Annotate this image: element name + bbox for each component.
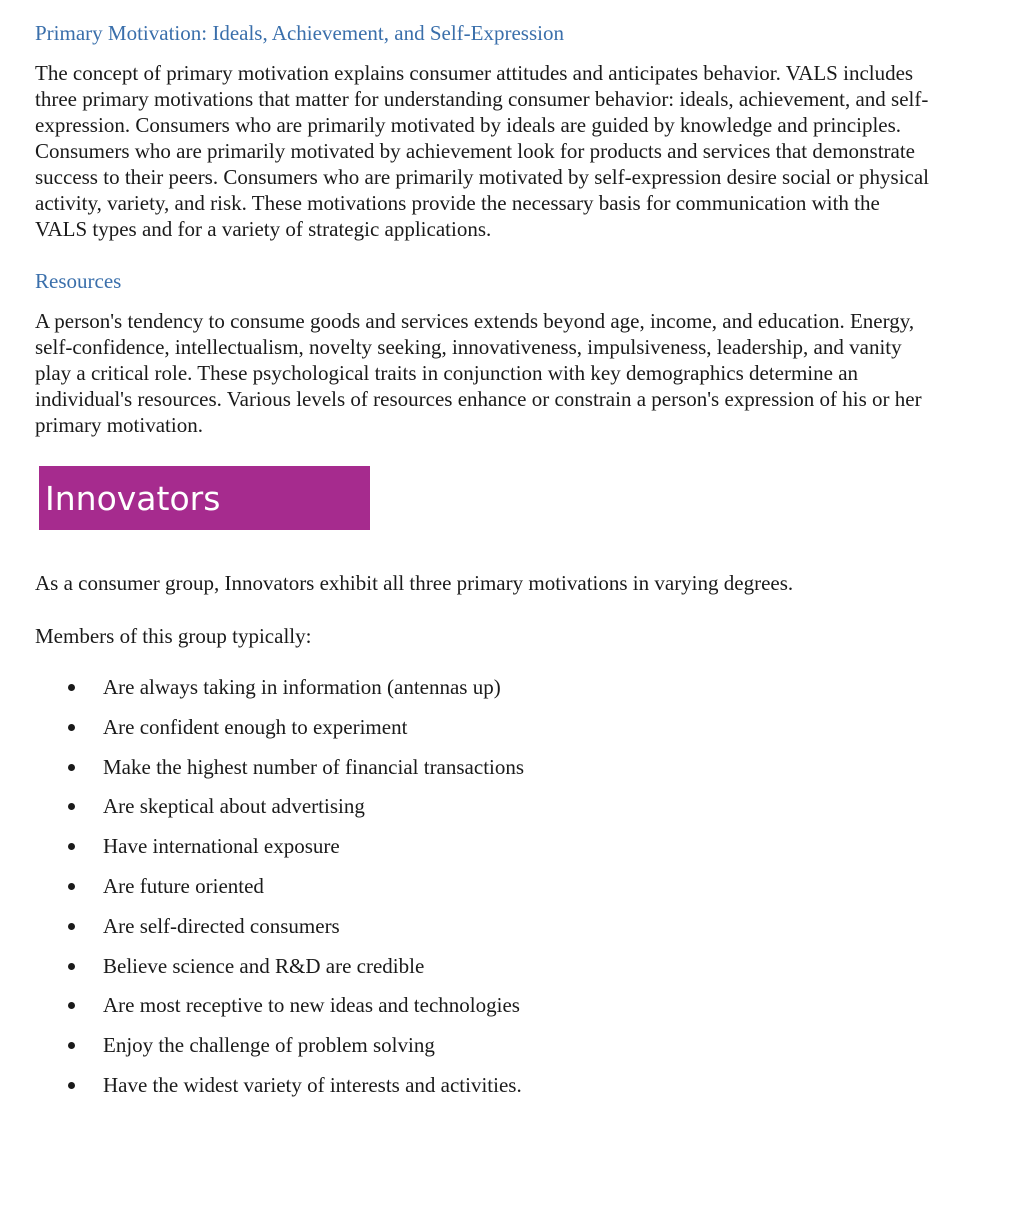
bullet-icon (68, 963, 75, 970)
innovators-badge (39, 466, 370, 530)
trait-text: Are confident enough to experiment (103, 714, 408, 739)
primary-motivation-paragraph: The concept of primary motivation explains consumer attitudes and anticipates behavior. VALS includes three primary motivations that matter for understanding consumer behavior: ideals, achievement, and self-expression. Consumers who are primarily motivated by ideals are guided by knowledge and principles. Consumers who are primarily motivated by achievement look for products and services that demonstrate success to their peers. Consumers who are primarily motivated by self-expression desire social or physical activity, variety, and risk. These motivations provide the necessary basis for communication with the VALS types and for a variety of strategic applications. (35, 61, 930, 241)
list-item (35, 913, 935, 939)
trait-text: Are skeptical about advertising (103, 794, 365, 819)
bullet-icon (68, 1042, 75, 1049)
list-item (35, 674, 935, 700)
bullet-icon (68, 803, 75, 810)
traits-list (35, 674, 935, 1098)
resources-paragraph: A person's tendency to consume goods and services extends beyond age, income, and education. Energy, self-confidence, intellectualism, novelty seeking, innovativeness, impulsiveness, leadership, and vanity play a critical role. These psychological traits in conjunction with key demographics determine an individual's resources. Various levels of resources enhance or constrain a person's expression of his or her primary motivation. (35, 309, 922, 437)
list-item (35, 714, 935, 740)
trait-text: Enjoy the challenge of problem solving (103, 1033, 435, 1058)
list-item (35, 992, 935, 1018)
bullet-icon (68, 923, 75, 930)
bullet-icon (68, 764, 75, 771)
trait-text: Have international exposure (103, 834, 340, 859)
list-item (35, 833, 935, 859)
list-item (35, 754, 935, 780)
trait-text: Are future oriented (103, 873, 264, 898)
trait-text: Are always taking in information (antennas up) (103, 675, 501, 699)
resources-heading: Resources (35, 269, 122, 293)
trait-text: Are self-directed consumers (103, 913, 340, 938)
bullet-icon (68, 883, 75, 890)
list-item (35, 953, 935, 979)
trait-text: Believe science and R&D are credible (103, 953, 425, 978)
list-item (35, 793, 935, 819)
bullet-icon (68, 1082, 75, 1089)
trait-text: Make the highest number of financial transactions (103, 754, 525, 779)
bullet-icon (68, 684, 75, 691)
list-item (35, 873, 935, 899)
innovators-badge-label: Innovators (45, 478, 221, 518)
bullet-icon (68, 843, 75, 850)
list-item (35, 1072, 935, 1098)
list-item (35, 1032, 935, 1058)
bullet-icon (68, 724, 75, 731)
innovators-intro: As a consumer group, Innovators exhibit all three primary motivations in varying degrees. (35, 571, 794, 595)
primary-motivation-heading: Primary Motivation: Ideals, Achievement, and Self-Expression (35, 21, 564, 45)
document-page (35, 20, 935, 1112)
bullet-icon (68, 1002, 75, 1009)
trait-text: Have the widest variety of interests and activities. (103, 1072, 522, 1097)
members-intro: Members of this group typically: (35, 624, 312, 648)
trait-text: Are most receptive to new ideas and technologies (103, 993, 520, 1018)
